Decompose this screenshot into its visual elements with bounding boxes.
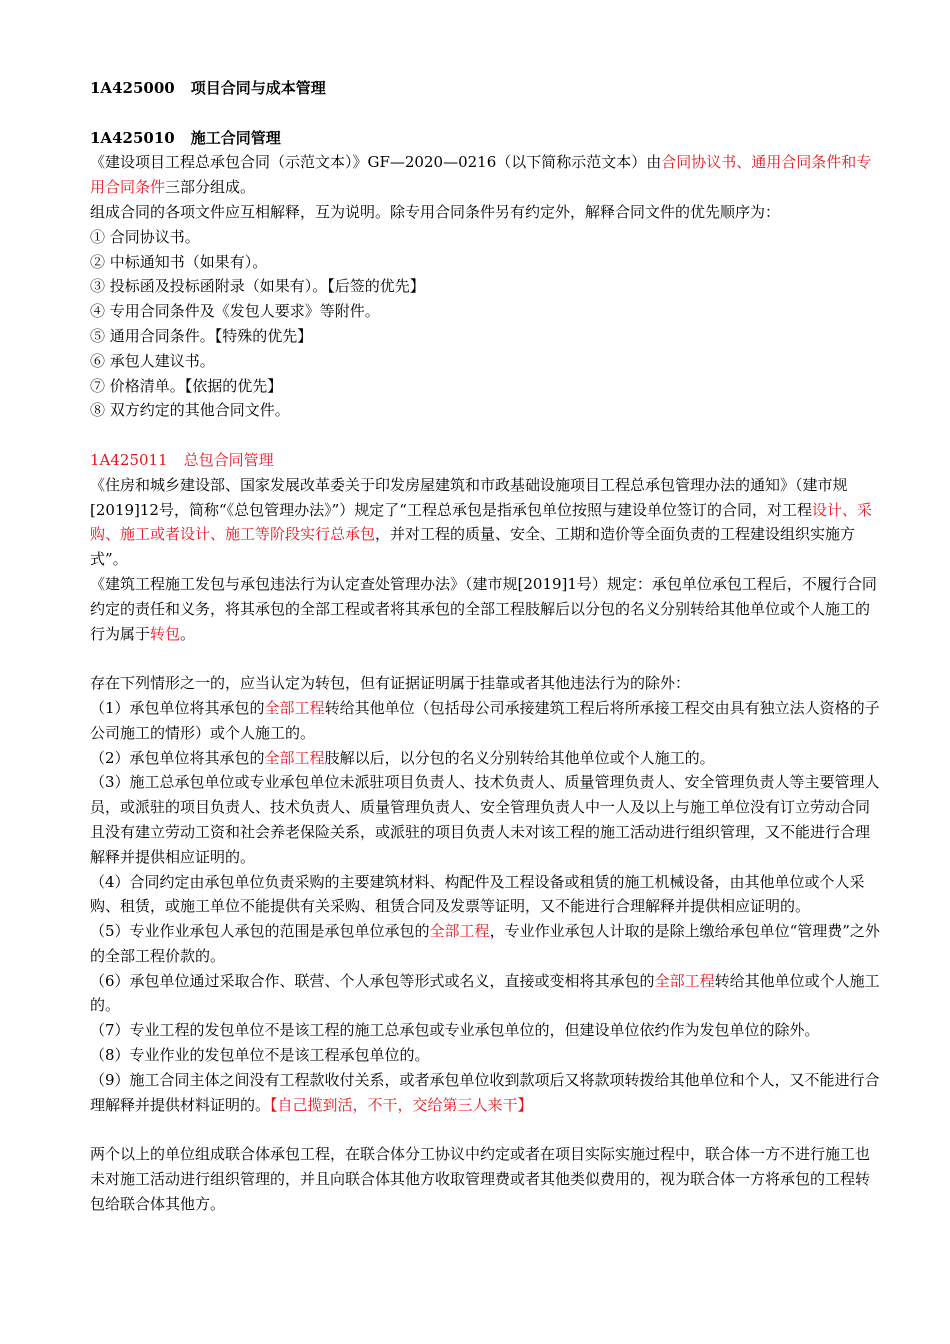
heading-sub-code: 1A425010 (90, 128, 175, 147)
list-number: ④ (90, 302, 106, 321)
heading-sub-title: 施工合同管理 (190, 128, 281, 147)
intro-text: 《建设项目工程总承包合同（示范文本）》GF—2020—0216（以下简称示范文本）由 (90, 153, 662, 172)
list-number: ⑥ (90, 351, 106, 370)
heading-sub (90, 126, 882, 151)
intro-highlight: 合同协议书、通用合同条件和专用合同条件 (90, 153, 872, 197)
list-text: 投标函及投标函附录（如果有）。【后签的优先】 (109, 277, 425, 296)
item-text: （4）合同约定由承包单位负责采购的主要建筑材料、构配件及工程设备或租赁的施工机械设备，由其他单位或个人采购、租赁，或施工单位不能提供有关采购、租赁合同及发票等证明，又不能进行合理解释并提供相应证明的。 (90, 872, 865, 916)
list-text: 通用合同条件。【特殊的优先】 (109, 326, 313, 345)
intro-text-end: 三部分组成。 (165, 178, 256, 197)
list-item (90, 250, 882, 275)
paragraph-text-end: ，并对工程的质量、安全、工期和造价等全面负责的工程建设组织实施方式”。 (90, 525, 856, 569)
priority-intro: 组成合同的各项文件应互相解释，互为说明。除专用合同条件另有约定外，解释合同文件的优先顺序为： (90, 202, 781, 221)
list-text: 价格清单。【依据的优先】 (109, 376, 283, 395)
item-text-end: 转给其他单位（包括母公司承接建筑工程后将所承接工程交由具有独立法人资格的子公司施工的情形）或个人施工的。 (90, 698, 880, 742)
zhuanbao-intro: 存在下列情形之一的，应当认定为转包，但有证据证明属于挂靠或者其他违法行为的除外： (90, 674, 691, 693)
zhuanbao-item (90, 870, 882, 920)
paragraph-text: 《住房和城乡建设部、国家发展改革委关于印发房屋建筑和市政基础设施项目工程总承包管理办法的通知》（建市规[2019]12号，简称“《总包管理办法》”）规定了“工程总承包是指承包单位按照与建设单位签订的合同，对工程 (90, 475, 848, 519)
paragraph-text: 《建筑工程施工发包与承包违法行为认定查处管理办法》（建市规[2019]1号）规定：承包单位承包工程后，不履行合同约定的责任和义务，将其承包的全部工程或者将其承包的全部工程肢解后以分包的名义分别转给其他单位或个人施工的行为属于 (90, 574, 877, 643)
item-text: （9）施工合同主体之间没有工程款收付关系，或者承包单位收到款项后又将款项转拨给其他单位和个人，又不能进行合理解释并提供材料证明的。 (90, 1070, 880, 1114)
item-text: （5）专业作业承包人承包的范围是承包单位承包的 (90, 922, 430, 941)
item-text: （7）专业工程的发包单位不是该工程的施工总承包或专业承包单位的，但建设单位依约作为发包单位的除外。 (90, 1021, 820, 1040)
item-highlight: 全部工程 (429, 922, 490, 941)
zhuanbao-list (90, 696, 882, 1118)
heading-main (90, 76, 882, 101)
zhuanbao-item (90, 1043, 882, 1068)
list-item (90, 324, 882, 349)
paragraph-highlight: 设计、采购、施工或者设计、施工等阶段实行总承包 (90, 500, 872, 544)
item-text: （1）承包单位将其承包的 (90, 698, 265, 717)
zongbao-paragraph-1 (90, 473, 882, 572)
item-text: （2）承包单位将其承包的 (90, 748, 265, 767)
zhuanbao-item (90, 1068, 882, 1118)
item-highlight: 全部工程 (264, 748, 325, 767)
document-page (90, 76, 882, 1217)
section-code: 1A425011 (90, 450, 168, 469)
list-text: 中标通知书（如果有）。 (109, 252, 268, 271)
item-text: （8）专业作业的发包单位不是该工程承包单位的。 (90, 1046, 430, 1065)
list-number: ③ (90, 277, 106, 296)
item-text-end: 转给其他单位或个人施工的。 (90, 971, 880, 1015)
paragraph-highlight: 转包 (150, 624, 181, 643)
list-item (90, 225, 882, 250)
zhuanbao-item (90, 696, 882, 746)
list-text: 承包人建议书。 (109, 351, 215, 370)
list-number: ① (90, 227, 106, 246)
list-number: ⑦ (90, 376, 106, 395)
heading-main-code: 1A425000 (90, 79, 175, 97)
section-title: 总包合同管理 (183, 450, 274, 469)
item-text: （6）承包单位通过采取合作、联营、个人承包等形式或名义，直接或变相将其承包的 (90, 971, 655, 990)
zhuanbao-item (90, 969, 882, 1019)
zongbao-paragraph-2 (90, 572, 882, 646)
list-number: ⑧ (90, 401, 106, 420)
item-highlight: 全部工程 (264, 698, 325, 717)
list-text: 合同协议书。 (109, 227, 200, 246)
item-highlight: 全部工程 (654, 971, 715, 990)
list-number: ② (90, 252, 106, 271)
zhuanbao-item (90, 1018, 882, 1043)
item-text: （3）施工总承包单位或专业承包单位未派驻项目负责人、技术负责人、质量管理负责人、安全管理负责人等主要管理人员，或派驻的项目负责人、技术负责人、质量管理负责人、安全管理负责人中一人及以上与施工单位没有订立劳动合同且没有建立劳动工资和社会养老保险关系，或派驻的项目负责人未对该工程的施工活动进行组织管理，又不能进行合理解释并提供相应证明的。 (90, 773, 880, 866)
list-item (90, 274, 882, 299)
zhuanbao-item (90, 746, 882, 771)
heading-main-title: 项目合同与成本管理 (190, 79, 326, 97)
list-number: ⑤ (90, 326, 106, 345)
zhuanbao-item (90, 770, 882, 869)
list-item (90, 299, 882, 324)
item-highlight: 【自己揽到活，不干，交给第三人来干】 (270, 1095, 533, 1114)
item-text-end: 肢解以后，以分包的名义分别转给其他单位或个人施工的。 (324, 748, 715, 767)
list-item (90, 398, 882, 423)
lianheti-paragraph: 两个以上的单位组成联合体承包工程，在联合体分工协议中约定或者在项目实际实施过程中，联合体一方不进行施工也未对施工活动进行组织管理的，并且向联合体其他方收取管理费或者其他类似费用的，视为联合体一方将承包的工程转包给联合体其他方。 (90, 1145, 871, 1213)
paragraph-text-end: 。 (180, 624, 196, 643)
list-item (90, 374, 882, 399)
list-text: 双方约定的其他合同文件。 (109, 401, 290, 420)
priority-list (90, 225, 882, 423)
zhuanbao-item (90, 919, 882, 969)
item-text-end: ，专业作业承包人计取的是除上缴给承包单位“管理费”之外的全部工程价款的。 (90, 922, 880, 965)
list-item (90, 349, 882, 374)
list-text: 专用合同条件及《发包人要求》等附件。 (109, 302, 380, 321)
intro-paragraph (90, 150, 882, 200)
section-heading-zongbao (90, 448, 882, 473)
